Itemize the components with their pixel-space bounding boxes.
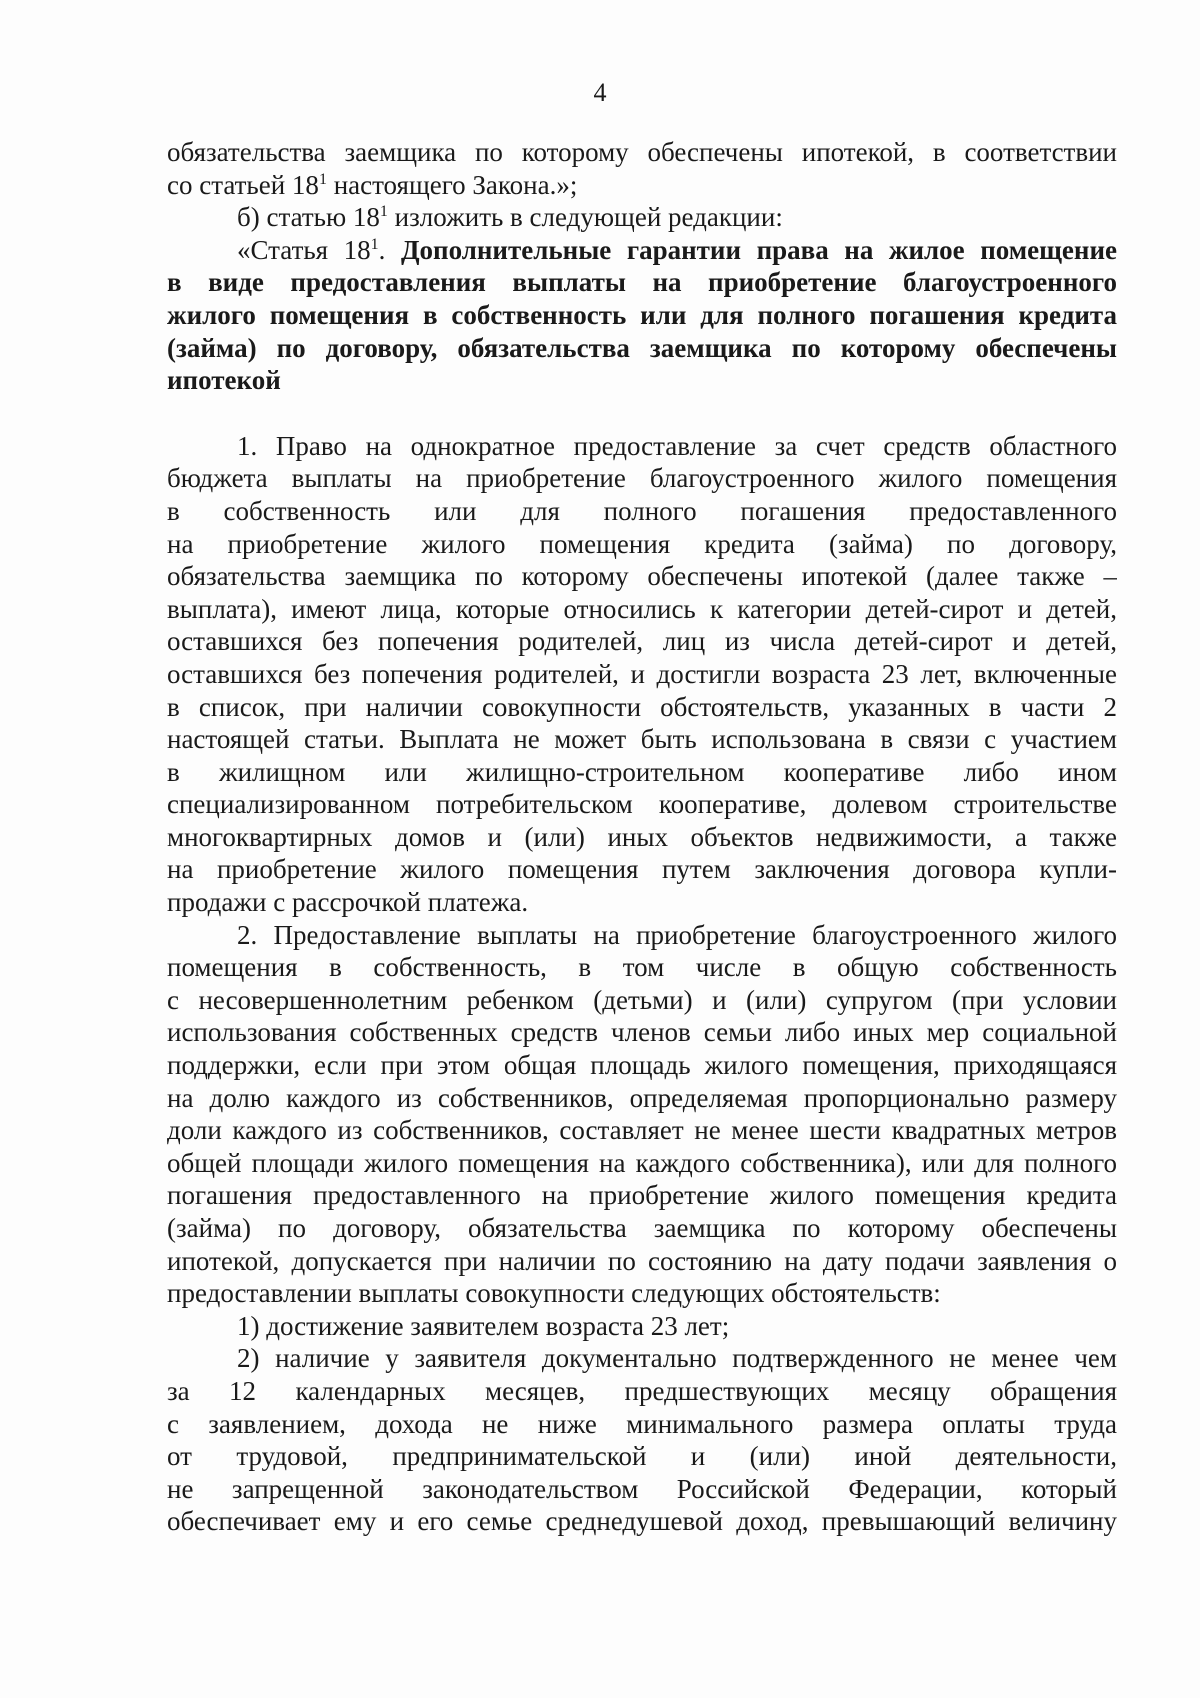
- text-line: специализированном потребительском кооперативе, долевом строительстве: [167, 789, 1117, 820]
- text-line: общей площади жилого помещения на каждого собственника), или для полного: [167, 1147, 1117, 1178]
- text-line: на приобретение жилого помещения кредита (займа) по договору,: [167, 528, 1117, 559]
- text-line: в жилищном или жилищно-строительном кооперативе либо ином: [167, 756, 1117, 787]
- article-heading: «Статья $18^1$. Дополнительные гарантии права на жилое помещение: [237, 234, 1117, 265]
- paragraph-1: [167, 430, 1117, 919]
- superscript: 1: [370, 235, 379, 253]
- text-line: доли каждого из собственников, составляет не менее шести квадратных метров: [167, 1115, 1117, 1146]
- text-line: в список, при наличии совокупности обстоятельств, указанных в части 2: [167, 691, 1117, 722]
- document-body: [167, 136, 1117, 1538]
- text-line: (займа) по договору, обязательства заемщика по которому обеспечены: [167, 1213, 1117, 1243]
- text-line: выплата), имеют лица, которые относились к категории детей-сирот и детей,: [167, 593, 1117, 624]
- text-line: предоставлении выплаты совокупности следующих обстоятельств:: [167, 1278, 941, 1309]
- text-line: бюджета выплаты на приобретение благоустроенного жилого помещения: [167, 463, 1117, 494]
- intro-line: обязательства заемщика по которому обеспечены ипотекой, в соответствии: [167, 137, 1117, 167]
- text-line: использования собственных средств членов семьи либо иных мер социальной: [167, 1017, 1117, 1048]
- text-line: продажи с рассрочкой платежа.: [167, 887, 529, 918]
- list-item-1: 1) достижение заявителем возраста 23 лет;: [237, 1310, 730, 1341]
- superscript: 1: [379, 203, 388, 221]
- text-line: 2) наличие у заявителя документально подтвержденного не менее чем: [237, 1343, 1117, 1374]
- text-line: оставшихся без попечения родителей, и достигли возраста 23 лет, включенные: [167, 658, 1117, 689]
- text-line: оставшихся без попечения родителей, лиц из числа детей-сирот и детей,: [167, 626, 1117, 657]
- text-line: с несовершеннолетним ребенком (детьми) и (или) супругом (при условии: [167, 984, 1117, 1015]
- article-heading-line: жилого помещения в собственность или для полного погашения кредита: [167, 299, 1117, 330]
- page-number: 4: [593, 78, 607, 107]
- text-line: за 12 календарных месяцев, предшествующих месяцу обращения: [167, 1375, 1117, 1406]
- text-line: настоящей статьи. Выплата не может быть использована в связи с участием: [167, 724, 1117, 755]
- text-line: поддержки, если при этом общая площадь жилого помещения, приходящаяся: [167, 1050, 1117, 1081]
- paragraph-2: [167, 919, 1117, 1310]
- text-line: обеспечивает ему и его семье среднедушевой доход, превышающий величину: [167, 1506, 1117, 1537]
- text-line: ипотекой, допускается при наличии по состоянию на дату подачи заявления о: [167, 1245, 1117, 1276]
- text-line: 1. Право на однократное предоставление за счет средств областного: [237, 430, 1117, 461]
- text-line: в собственность или для полного погашения предоставленного: [167, 495, 1117, 526]
- amendment-item-b: б) статью $18^1$ изложить в следующей редакции:: [237, 202, 783, 233]
- text-line: от трудовой, предпринимательской и (или) иной деятельности,: [167, 1441, 1117, 1472]
- article-heading-line: (займа) по договору, обязательства заемщика по которому обеспечены: [167, 332, 1117, 363]
- text-line: помещения в собственность, в том числе в общую собственность: [167, 952, 1117, 983]
- text-line: многоквартирных домов и (или) иных объектов недвижимости, а также: [167, 821, 1117, 852]
- text-line: на долю каждого из собственников, определяемая пропорционально размеру: [167, 1082, 1117, 1113]
- text-line: 2. Предоставление выплаты на приобретение благоустроенного жилого: [237, 919, 1117, 950]
- text-line: не запрещенной законодательством Российской Федерации, который: [167, 1473, 1117, 1504]
- intro-line: со статьей $18^1$ настоящего Закона.»;: [167, 169, 578, 200]
- text-line: с заявлением, дохода не ниже минимального размера оплаты труда: [167, 1408, 1117, 1439]
- text-line: погашения предоставленного на приобретение жилого помещения кредита: [167, 1180, 1117, 1211]
- text-line: обязательства заемщика по которому обеспечены ипотекой (далее также –: [167, 561, 1117, 592]
- text-line: на приобретение жилого помещения путем заключения договора купли-: [167, 854, 1117, 885]
- article-heading-line: в виде предоставления выплаты на приобретение благоустроенного: [167, 267, 1117, 298]
- article-heading-line: ипотекой: [167, 365, 281, 396]
- spacer: [167, 397, 1117, 430]
- list-item-2: [167, 1342, 1117, 1538]
- superscript: 1: [318, 170, 327, 188]
